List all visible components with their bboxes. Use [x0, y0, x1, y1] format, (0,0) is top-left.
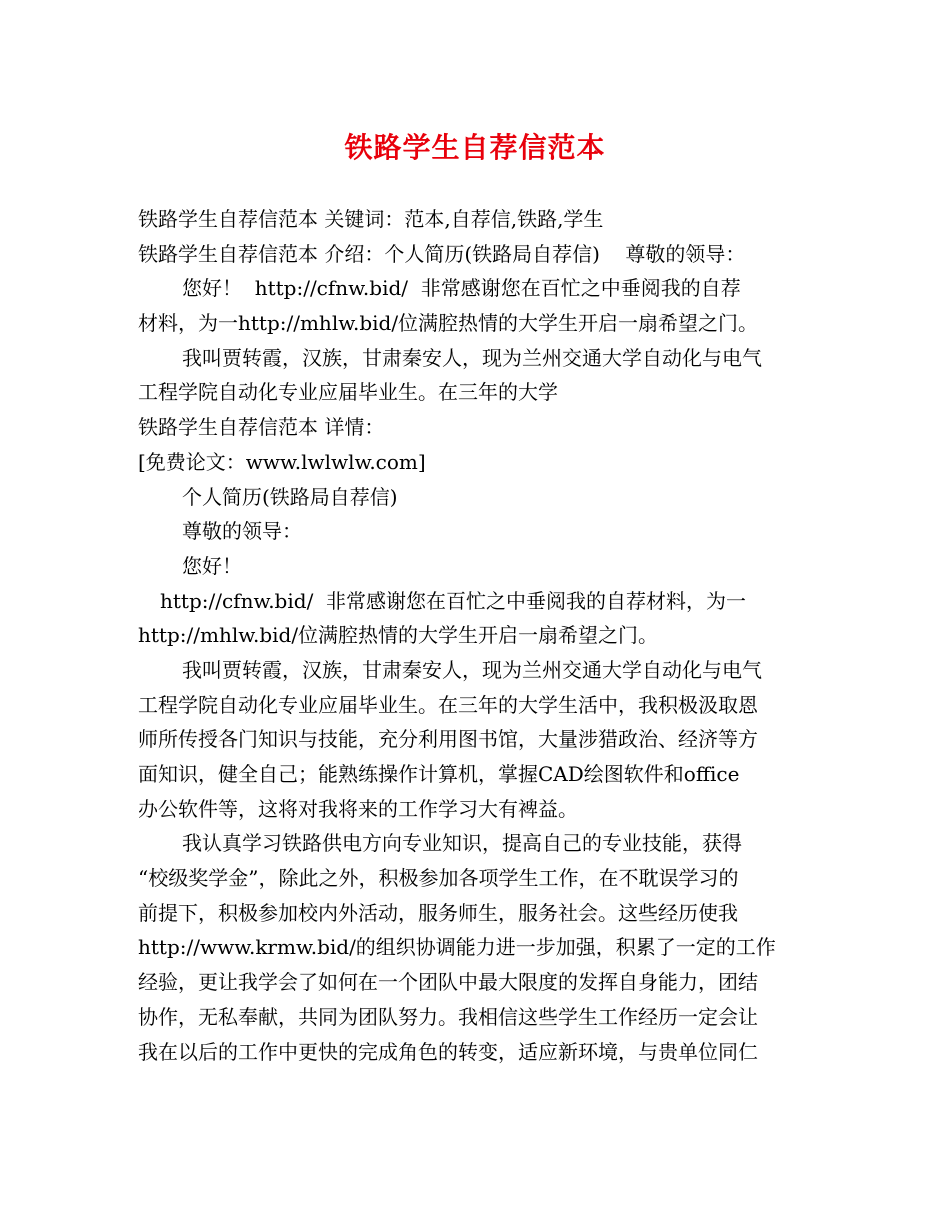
paragraph-line: 办公软件等，这将对我将来的工作学习大有裨益。 [138, 796, 578, 821]
paragraph-line: “校级奖学金”，除此之外，积极参加各项学生工作，在不耽误学习的 [138, 866, 739, 891]
paragraph-line: 工程学院自动化专业应届毕业生。在三年的大学生活中，我积极汲取恩 [138, 692, 758, 717]
paragraph-line: 协作，无私奉献，共同为团队努力。我相信这些学生工作经历一定会让 [138, 1004, 758, 1029]
source-note: [免费论文：www.lwlwlw.com] [138, 449, 426, 474]
paragraph-line: 材料，为一http://mhlw.bid/位满腔热情的大学生开启一扇希望之门。 [138, 311, 759, 336]
resume-heading: 个人简历(铁路局自荐信) [182, 484, 398, 509]
paragraph-line: 经验，更让我学会了如何在一个团队中最大限度的发挥自身能力，团结 [138, 970, 758, 995]
paragraph-line: 师所传授各门知识与技能，充分利用图书馆，大量涉猎政治、经济等方 [138, 727, 758, 752]
paragraph-line: 前提下，积极参加校内外活动，服务师生，服务社会。这些经历使我 [138, 900, 738, 925]
paragraph-line: 我叫贾转霞，汉族，甘肃秦安人，现为兰州交通大学自动化与电气 [182, 345, 762, 370]
paragraph-line: 我认真学习铁路供电方向专业知识，提高自己的专业技能，获得 [182, 831, 742, 856]
greeting: 您好！ [182, 553, 242, 578]
keywords-line: 铁路学生自荐信范本 关键词：范本,自荐信,铁路,学生 [138, 207, 604, 231]
paragraph-line: 面知识，健全自己；能熟练操作计算机，掌握CAD绘图软件和office [138, 762, 740, 786]
paragraph-line: http://mhlw.bid/位满腔热情的大学生开启一扇希望之门。 [138, 623, 659, 648]
document-body [138, 202, 818, 1069]
paragraph-line: 您好！ http://cfnw.bid/ 非常感谢您在百忙之中垂阅我的自荐 [182, 276, 741, 301]
paragraph-line: 我叫贾转霞，汉族，甘肃秦安人，现为兰州交通大学自动化与电气 [182, 657, 762, 682]
intro-line: 铁路学生自荐信范本 介绍：个人简历(铁路局自荐信) 尊敬的领导： [138, 241, 746, 266]
document-title: 铁路学生自荐信范本 [344, 131, 606, 164]
details-line: 铁路学生自荐信范本 详情： [138, 415, 385, 440]
salutation: 尊敬的领导： [182, 519, 302, 544]
paragraph-line: 工程学院自动化专业应届毕业生。在三年的大学 [138, 380, 558, 405]
paragraph-line: http://cfnw.bid/ 非常感谢您在百忙之中垂阅我的自荐材料，为一 [160, 588, 747, 613]
paragraph-line: 我在以后的工作中更快的完成角色的转变，适应新环境，与贵单位同仁 [138, 1039, 758, 1064]
paragraph-line: http://www.krmw.bid/的组织协调能力进一步加强，积累了一定的工作 [138, 935, 776, 960]
